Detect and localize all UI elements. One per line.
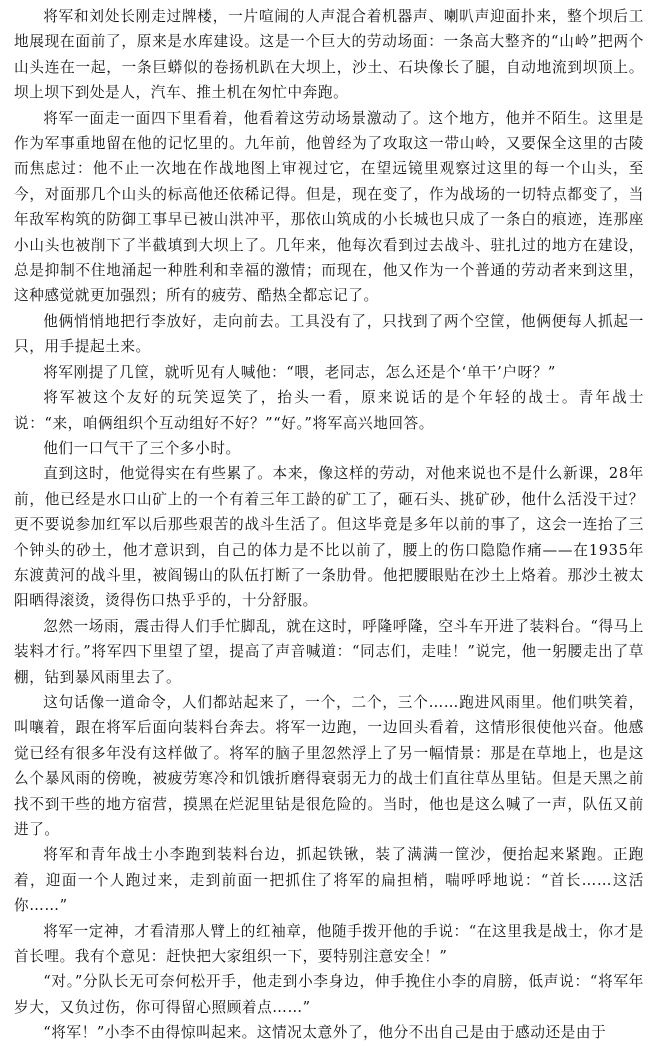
paragraph-8: 忽然一场雨，震击得人们手忙脚乱，就在这时，呼隆呼隆，空斗车开进了装料台。“得马上装料才行。”将军四下里望了望，提高了声音喊道：“同志们，走哇！”说完，他一躬腰走出了草棚，钻到暴风雨里去了。	[14, 617, 644, 686]
paragraph-3: 他俩悄悄地把行李放好，走向前去。工具没有了，只找到了两个空筐，他俩便每人抓起一只，用手提起土来。	[14, 312, 644, 356]
paragraph-2: 将军一面走一面四下里看着，他看着这劳动场景激动了。这个地方，他并不陌生。这里是作为军事重地留在他的记忆里的。九年前，他曾经为了攻取这一带山岭，又要保全这里的古陵而焦虑过：他不止一次地在作战地图上审视过它，在望远镜里观察过这里的每一个山头，至今，对面那几个山头的标高他还依稀记得。但是，现在变了，作为战场的一切特点都变了，当年敌军构筑的防御工事早已被山洪冲平，那依山筑成的小长城也只成了一条白的痕迹，连那座小山头也被削下了半截填到大坝上了。几年来，他每次看到过去战斗、驻扎过的地方在建设，总是抑制不住地涌起一种胜利和幸福的激情；而现在，他又作为一个普通的劳动者来到这里，这种感觉就更加强烈；所有的疲劳、酷热全都忘记了。	[14, 109, 644, 305]
paragraph-1: 将军和刘处长刚走过牌楼，一片喧闹的人声混合着机器声、喇叭声迎面扑来，整个坝后工地展现在面前了，原来是水库建设。这是一个巨大的劳动场面：一条高大整齐的“山岭”把两个山头连在一起，一条巨蟒似的卷扬机趴在大坝上，沙土、石块像长了腿，自动地流到坝顶上。坝上坝下到处是人，汽车、推土机在匆忙中奔跑。	[14, 8, 644, 102]
paragraph-4: 将军刚提了几筐，就听见有人喊他：“喂，老同志，怎么还是个‘单干’户呀？”	[43, 363, 556, 381]
paragraph-11: 将军一定神，才看清那人臂上的红袖章，他随手拨开他的手说：“在这里我是战士，你才是首长哩。我有个意见：赶快把大家组织一下，要特别注意安全！”	[14, 922, 644, 966]
paragraph-13: “将军！”小李不由得惊叫起来。这情况太意外了，他分不出自己是由于感动还是由于	[43, 1024, 607, 1042]
paragraph-10: 将军和青年战士小李跑到装料台边，抓起铁锹，装了满满一筐沙，便抬起来紧跑。正跑着，迎面一个人跑过来，走到前面一把抓住了将军的扁担梢，喘呼呼地说：“首长……这活你……”	[14, 846, 644, 915]
paragraph-6: 他们一口气干了三个多小时。	[43, 439, 241, 457]
paragraph-7: 直到这时，他觉得实在有些累了。本来，像这样的劳动，对他来说也不是什么新课，28年前，他已经是水口山矿上的一个有着三年工龄的矿工了，砸石头、挑矿砂，他什么活没干过？更不要说参加红军以后那些艰苦的战斗生活了。但这毕竟是多年以前的事了，这会一连抬了三个钟头的砂土，他才意识到，自己的体力是不比以前了，腰上的伤口隐隐作痛——在1935年东渡黄河的战斗里，被阎锡山的队伍打断了一条肋骨。他把腰眼贴在沙土上烙着。那沙土被太阳晒得滚烫，烫得伤口热乎乎的，十分舒服。	[14, 465, 644, 610]
paragraph-9: 这句话像一道命令，人们都站起来了，一个，二个，三个……跑进风雨里。他们哄笑着，叫嚷着，跟在将军后面向装料台奔去。将军一边跑，一边回头看着，这情形很使他兴奋。他感觉已经有很多年没有这样做了。将军的脑子里忽然浮上了另一幅情景：那是在草地上，也是这么个暴风雨的傍晚，被疲劳寒冷和饥饿折磨得衰弱无力的战士们直往草丛里钻。但是天黑之前找不到干些的地方宿营，摸黑在烂泥里钻是很危险的。当时，他也是这么喊了一声，队伍又前进了。	[14, 693, 644, 838]
paragraph-12: “对。”分队长无可奈何松开手，他走到小李身边，伸手挽住小李的肩膀，低声说：“将军年岁大，又负过伤，你可得留心照顾着点……”	[14, 973, 644, 1016]
paragraph-5: 将军被这个友好的玩笑逗笑了，抬头一看，原来说话的是个年轻的战士。青年战士说：“来，咱俩组织个互动组好不好？”“好。”将军高兴地回答。	[14, 389, 644, 432]
